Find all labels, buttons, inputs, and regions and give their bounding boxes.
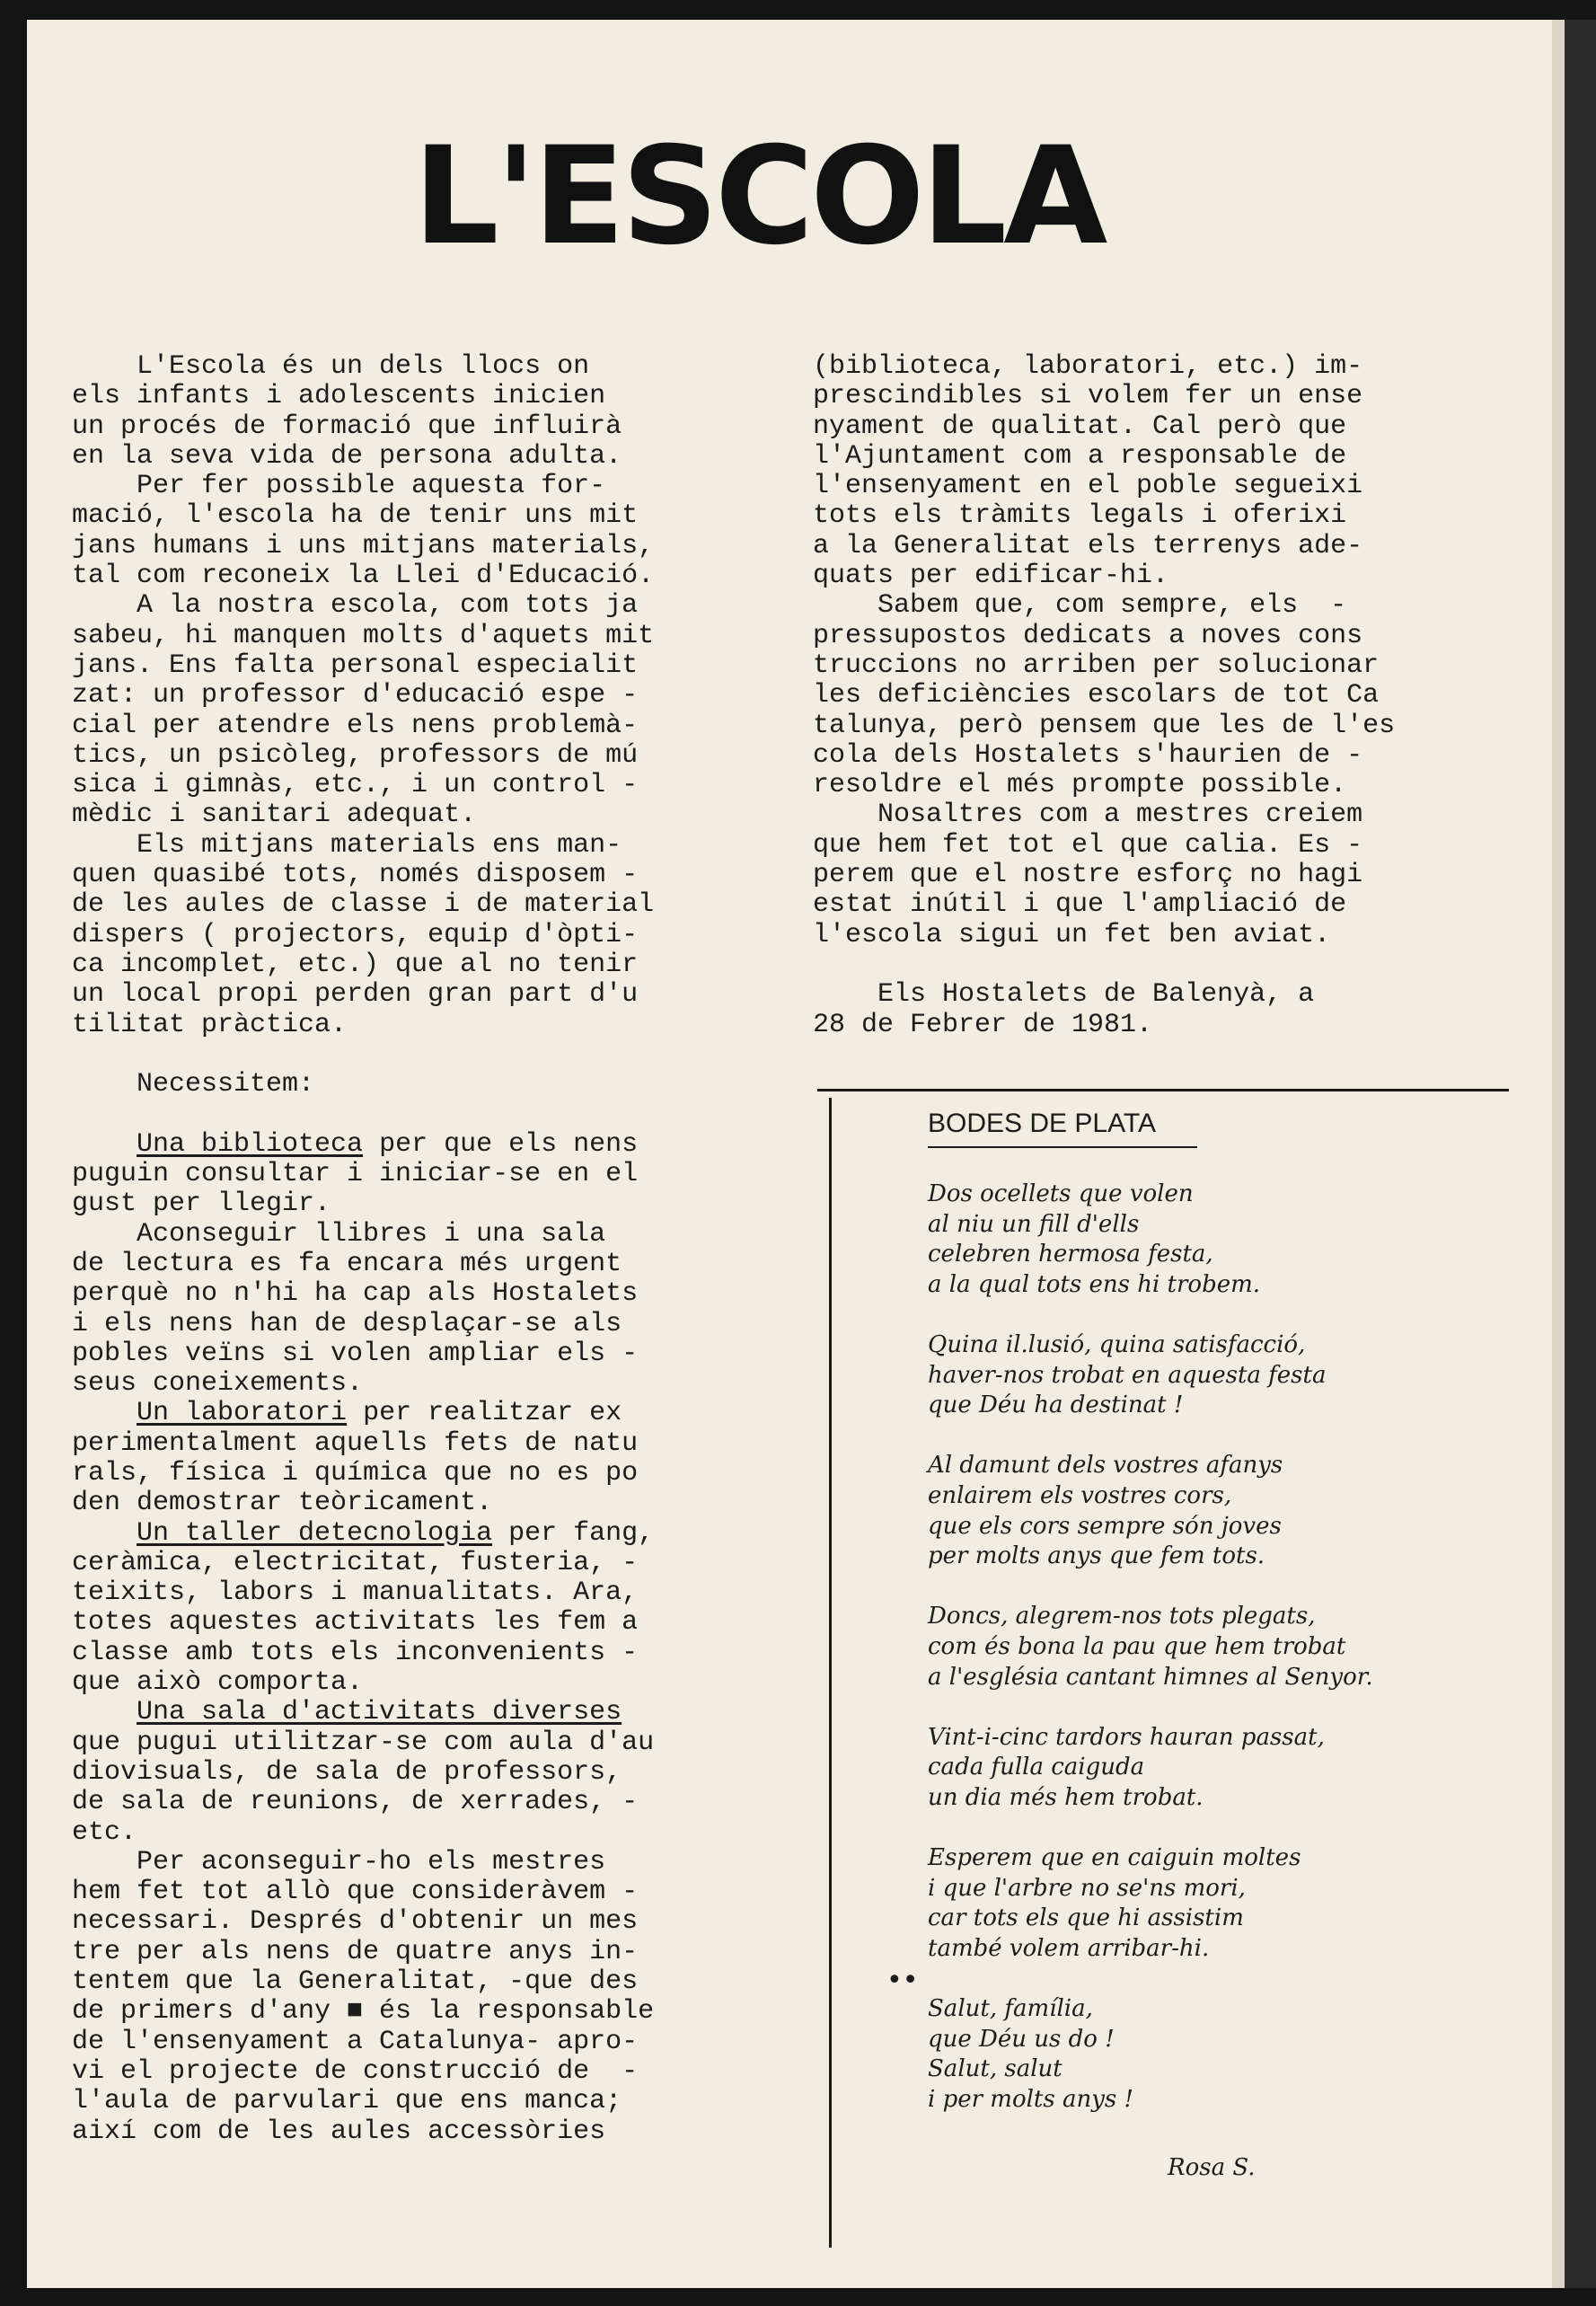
text-line: així com de les aules accessòries [72, 2116, 606, 2147]
poem-line: cada fulla caiguda [928, 1754, 1145, 1781]
text-line: teixits, labors i manualitats. Ara, [72, 1577, 639, 1609]
poem-line: a la qual tots ens hi trobem. [928, 1270, 1261, 1298]
text-line: estat inútil i que l'ampliació de [813, 889, 1347, 921]
text-line: Un laboratori per realitzar ex [137, 1398, 622, 1429]
text-line: perem que el nostre esforç no hagi [813, 860, 1363, 891]
poem-line: i que l'arbre no se'ns mori, [928, 1874, 1246, 1902]
text-line: pressupostos dedicats a noves cons [813, 620, 1363, 651]
text-line [72, 1040, 654, 1070]
poem-line: que els cors sempre són joves [928, 1512, 1282, 1540]
poem-line: Al damunt dels vostres afanys [928, 1452, 1283, 1480]
text-line: A la nostra escola, com tots ja [72, 590, 639, 622]
underlined-heading: Un laboratori [137, 1398, 348, 1429]
text-line [72, 1698, 654, 1727]
text-line: que això comporta. [72, 1667, 364, 1699]
article-right-column [813, 352, 1395, 1040]
poem [928, 1180, 1373, 2115]
text-line: Aconseguir llibres i una sala [72, 1218, 606, 1250]
text-line: l'Ajuntament com a responsable de [813, 440, 1347, 472]
text-line: diovisuals, de sala de professors, [72, 1756, 622, 1788]
text-line: de lectura es fa encara més urgent [72, 1248, 622, 1279]
text-line: totes aquestes activitats les fem a [72, 1607, 639, 1639]
text-line: quats per edificar-hi. [813, 561, 1169, 592]
box-left-rule [829, 1098, 832, 2248]
text-line: cial per atendre els nens problemà- [72, 710, 639, 741]
text-line: pobles veïns si volen ampliar els - [72, 1338, 639, 1369]
text-line: de l'ensenyament a Catalunya- apro- [72, 2026, 639, 2057]
text-line: necessari. Després d'obtenir un mes [72, 1906, 639, 1938]
underlined-heading: Un taller detecnologia [137, 1517, 493, 1549]
text-line: 28 de Febrer de 1981. [813, 1009, 1153, 1040]
text-line: den demostrar teòricament. [72, 1488, 493, 1519]
text-line: l'ensenyament en el poble segueixi [813, 471, 1363, 502]
text-line: tre per als nens de quatre anys in- [72, 1936, 639, 1967]
poem-line: Esperem que en caiguin moltes [928, 1844, 1301, 1872]
underlined-heading: Una biblioteca [137, 1128, 364, 1160]
text-line: de sala de reunions, de xerrades, - [72, 1787, 639, 1818]
poem-line [928, 1813, 1373, 1843]
text-line: perimentalment aquells fets de natu [72, 1427, 639, 1459]
text-line: (biblioteca, laboratori, etc.) im- [813, 351, 1363, 382]
poem-line: i per molts anys ! [928, 2085, 1133, 2113]
text-line: que pugui utilitzar-se com aula d'au [72, 1727, 655, 1758]
text-line: ceràmica, electricitat, fusteria, - [72, 1547, 639, 1578]
poem-line: enlairem els vostres cors, [928, 1481, 1232, 1509]
poem-line: per molts anys que fem tots. [928, 1542, 1265, 1570]
poem-line [928, 1572, 1373, 1603]
text-line: Els Hostalets de Balenyà, a [813, 979, 1315, 1011]
poem-marker: •• [886, 1965, 919, 1996]
text-line: Sabem que, com sempre, els - [813, 590, 1347, 622]
text-line: de primers d'any ■ és la responsable [72, 1996, 655, 2028]
text-line: talunya, però pensem que les de l'es [813, 710, 1396, 741]
text-line: tentem que la Generalitat, -que des [72, 1966, 639, 1998]
text-line [813, 950, 1395, 980]
poem-line: també volem arribar-hi. [928, 1934, 1210, 1962]
text-line: Per fer possible aquesta for- [72, 471, 606, 502]
text-line: gust per llegir. [72, 1188, 331, 1220]
text-line: jans humans i uns mitjans materials, [72, 530, 655, 561]
text-line: nyament de qualitat. Cal però que [813, 411, 1347, 442]
text-line: tal com reconeix la Llei d'Educació. [72, 561, 655, 592]
text-line: etc. [72, 1816, 137, 1848]
text-line: L'Escola és un dels llocs on [72, 351, 590, 382]
text-line: tilitat pràctica. [72, 1009, 348, 1040]
text-line: els infants i adolescents inicien [72, 381, 606, 412]
poem-line: un dia més hem trobat. [928, 1783, 1204, 1811]
page-title: L'ESCOLA [413, 119, 1105, 275]
text-line: Nosaltres com a mestres creiem [813, 800, 1363, 831]
text-line: en la seva vida de persona adulta. [72, 440, 622, 472]
text-line: Un taller detecnologia per fang, [137, 1517, 655, 1549]
text-line: ca incomplet, etc.) que al no tenir [72, 949, 639, 980]
text-line: a la Generalitat els terrenys ade- [813, 530, 1363, 561]
text-line: l'aula de parvulari que ens manca; [72, 2086, 622, 2117]
poem-line: Doncs, alegrem-nos tots plegats, [928, 1603, 1316, 1630]
text-line: Una biblioteca per que els nens [137, 1128, 639, 1160]
background-edge [1565, 20, 1596, 2288]
text-line: sica i gimnàs, etc., i un control - [72, 770, 639, 801]
poem-line: que Déu us do ! [928, 2025, 1115, 2053]
text-line: mèdic i sanitari adequat. [72, 800, 477, 831]
text-line: sabeu, hi manquen molts d'aquets mit [72, 620, 655, 651]
poem-line: a l'església cantant himnes al Senyor. [928, 1663, 1373, 1691]
text-line: Els mitjans materials ens man- [72, 829, 622, 861]
text-line: rals, física i química que no es po [72, 1457, 639, 1489]
text-line: l'escola sigui un fet ben aviat. [813, 919, 1331, 950]
text-line: resoldre el més prompte possible. [813, 770, 1347, 801]
poem-line: Quina il.lusió, quina satisfacció, [928, 1330, 1306, 1358]
poem-line: haver-nos trobat en aquesta festa [928, 1361, 1327, 1389]
text-line: les deficiències escolars de tot Ca [813, 680, 1380, 711]
poem-line: Salut, salut [928, 2055, 1063, 2083]
poem-line: que Déu ha destinat ! [928, 1392, 1184, 1419]
poem-line: com és bona la pau que hem trobat [928, 1632, 1346, 1660]
poem-line [928, 1300, 1373, 1330]
text-line: Necessitem: [72, 1069, 315, 1100]
box-top-rule [817, 1089, 1509, 1091]
newspaper-page [27, 20, 1565, 2288]
poem-line: Vint-i-cinc tardors hauran passat, [928, 1723, 1325, 1751]
text-line: Per aconseguir-ho els mestres [72, 1846, 606, 1877]
poem-signature: Rosa S. [1168, 2154, 1256, 2181]
text-line: mació, l'escola ha de tenir uns mit [72, 500, 639, 532]
text-line: truccions no arriben per solucionar [813, 649, 1380, 681]
underlined-heading: Una sala d'activitats diverses [137, 1697, 622, 1728]
text-line: puguin consultar i iniciar-se en el [72, 1159, 639, 1190]
text-line: un local propi perden gran part d'u [72, 979, 639, 1011]
poem-line [928, 1964, 1373, 1994]
page-edge [1552, 20, 1565, 2288]
poem-line [928, 1692, 1373, 1723]
text-line: zat: un professor d'educació espe - [72, 680, 639, 711]
text-line: hem fet tot allò que consideràvem - [72, 1877, 639, 1908]
box-title: BODES DE PLATA [928, 1109, 1197, 1148]
text-line: un procés de formació que influirà [72, 411, 622, 442]
text-line: classe amb tots els inconvenients - [72, 1637, 639, 1668]
text-line: dispers ( projectors, equip d'òpti- [72, 919, 639, 950]
text-line: de les aules de classe i de material [72, 889, 655, 921]
poem-line: Dos ocellets que volen [928, 1180, 1194, 1207]
poem-line: celebren hermosa festa, [928, 1241, 1213, 1268]
text-line: quen quasibé tots, només disposem - [72, 860, 639, 891]
article-left-column [72, 352, 654, 2147]
text-line: seus coneixements. [72, 1368, 364, 1400]
text-line: perquè no n'hi ha cap als Hostalets [72, 1278, 639, 1310]
text-line: tics, un psicòleg, professors de mú [72, 739, 639, 771]
text-line: tots els tràmits legals i oferi​xi [813, 500, 1347, 532]
text-line [72, 1100, 654, 1129]
text-line: vi el projecte de construcció de - [72, 2055, 639, 2087]
poem-line: Salut, família, [928, 1995, 1093, 2023]
text-line: que hem fet tot el que calia. Es - [813, 829, 1363, 861]
text-line: cola dels Hostalets s'haurien de - [813, 739, 1363, 771]
poem-line: al niu un fill d'ells [928, 1210, 1140, 1238]
poem-line: car tots els que hi assistim [928, 1904, 1244, 1932]
poem-line [928, 1421, 1373, 1452]
text-line: prescindibles si volem fer un ense [813, 381, 1363, 412]
text-line: jans. Ens falta personal especialit [72, 649, 639, 681]
text-line: i els nens han de desplaçar-se als [72, 1308, 622, 1339]
